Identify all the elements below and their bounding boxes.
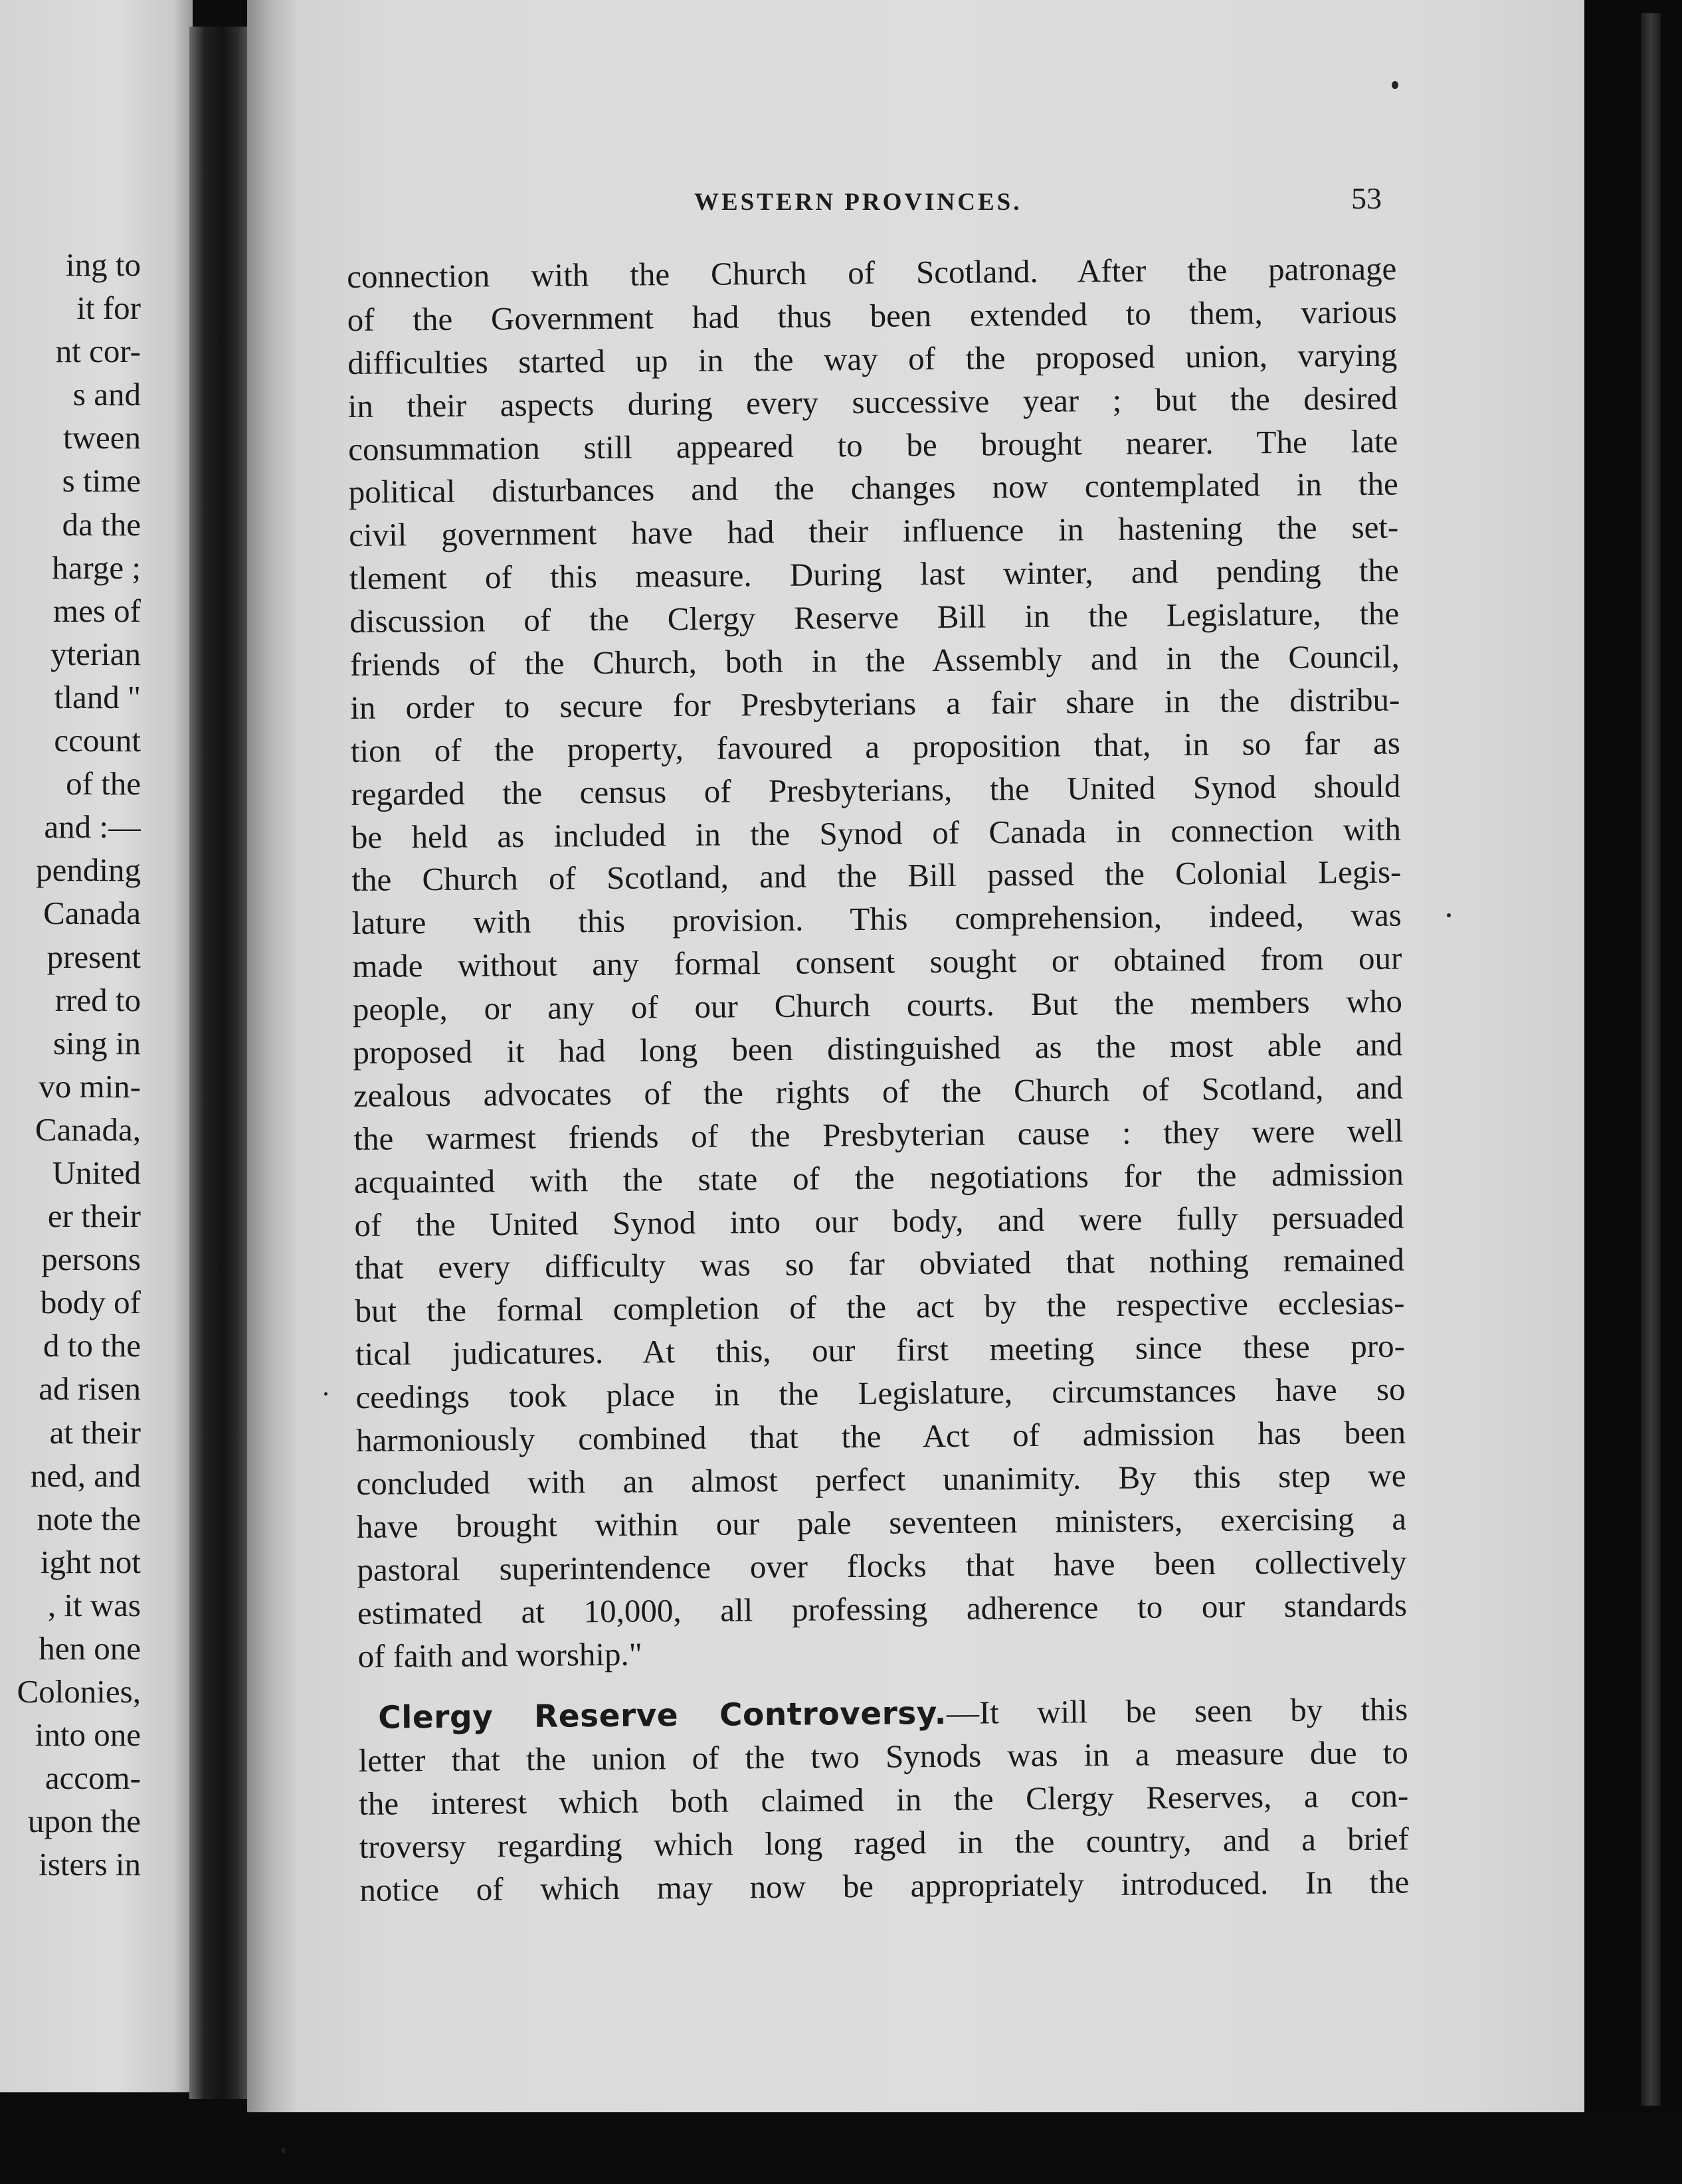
facing-page-line: tland " [54, 678, 141, 715]
facing-page-line: rred to [54, 981, 141, 1018]
paragraph-first-line [358, 1688, 1408, 1740]
text-line: tical judicatures. At this, our first meeting since these pro- [355, 1327, 1406, 1373]
text-line: ceedings took place in the Legislature, circumstances have so [355, 1370, 1406, 1416]
running-head: WESTERN PROVINCES. [694, 189, 1022, 216]
text-line: political disturbances and the changes now contemplated in the [348, 466, 1398, 511]
gutter-shadow [247, 0, 300, 2126]
facing-page-line: ing to [66, 246, 141, 283]
facing-page-line: Colonies, [17, 1673, 141, 1710]
section-heading: Clergy Reserve Controversy. [378, 1695, 947, 1737]
text-line: discussion of the Clergy Reserve Bill in the Legislature, the [349, 594, 1400, 640]
text-line: that every difficulty was so far obviated that nothing remained [354, 1241, 1405, 1287]
book-gutter [189, 27, 249, 2099]
facing-page-line: yterian [50, 635, 141, 672]
page-number: 53 [1351, 181, 1382, 215]
facing-page-line: isters in [39, 1846, 141, 1883]
facing-page-line: persons [41, 1241, 141, 1278]
text-line: tlement of this measure. During last winter, and pending the [349, 551, 1399, 597]
facing-page-line: nt cor- [55, 333, 141, 370]
facing-page-left [0, 0, 193, 2092]
page-stack-edge [1641, 13, 1661, 2106]
text-line: connection with the Church of Scotland. After the patronage [347, 250, 1397, 295]
facing-page-line: body of [40, 1284, 141, 1321]
ink-speck [1392, 81, 1398, 89]
facing-page-line: ccount [54, 722, 141, 759]
text-line: the warmest friends of the Presbyterian cause : they were well [353, 1112, 1404, 1157]
text-line: the interest which both claimed in the Clergy Reserves, a con- [359, 1777, 1409, 1823]
text-line: people, or any of our Church courts. But the members who [352, 982, 1403, 1028]
ink-speck [324, 1392, 327, 1396]
paragraph-quoted-letter [347, 248, 1408, 1679]
facing-page-line: sing in [52, 1024, 141, 1061]
text-line: friends of the Church, both in the Assembly and in the Council, [349, 638, 1400, 683]
facing-page-line: ad risen [39, 1370, 141, 1408]
facing-page-line: into one [35, 1716, 141, 1754]
text-line: letter that the union of the two Synods was in a measure due to [358, 1734, 1408, 1779]
facing-page-line: s time [62, 462, 141, 500]
facing-page-line: d to the [43, 1327, 141, 1364]
facing-page-line: present [47, 938, 141, 975]
facing-page-line: note the [37, 1500, 141, 1537]
facing-page-line: mes of [53, 592, 141, 629]
text-line: difficulties started up in the way of the proposed union, varying [347, 336, 1398, 381]
text-line: pastoral superintendence over flocks that have been collectively [357, 1543, 1407, 1588]
text-line: in their aspects during every successive year ; but the desired [347, 379, 1398, 424]
text-line: notice of which may now be appropriately introduced. In the [359, 1863, 1410, 1908]
text-line: lature with this provision. This comprehension, indeed, was [351, 896, 1402, 942]
facing-page-line: upon the [27, 1803, 141, 1840]
text-line: estimated at 10,000, all professing adherence to our standards [357, 1586, 1408, 1631]
facing-page-line: pending [36, 852, 141, 889]
text-line: of faith and worship." [357, 1635, 643, 1675]
text-line: have brought within our pale seventeen ministers, exercising a [356, 1500, 1407, 1545]
facing-page-line: hen one [39, 1630, 141, 1667]
facing-page-line: ned, and [31, 1457, 141, 1494]
text-line: troversy regarding which long raged in the country, and a brief [359, 1820, 1409, 1865]
text-line: of the United Synod into our body, and were fully persuaded [354, 1198, 1404, 1243]
facing-page-line: da the [62, 505, 141, 543]
facing-page-line: s and [72, 376, 141, 413]
facing-page-line: it for [76, 290, 141, 327]
facing-page-line: harge ; [52, 549, 141, 586]
text-line: in order to secure for Presbyterians a fair share in the distribu- [350, 681, 1400, 726]
facing-page-line: Canada [43, 895, 141, 932]
text-line: civil government have had their influence in hastening the set- [349, 508, 1399, 554]
text-line: tion of the property, favoured a proposition that, in so far as [350, 724, 1401, 769]
text-line: harmoniously combined that the Act of admission has been [355, 1413, 1406, 1459]
facing-page-line: and :— [44, 808, 141, 846]
text-line: of the Government had thus been extended to them, various [347, 293, 1397, 338]
text-line: acquainted with the state of the negotiations for the admission [353, 1155, 1404, 1200]
body-text [347, 248, 1410, 1912]
text-line: the Church of Scotland, and the Bill passed the Colonial Legis- [351, 854, 1402, 899]
text-line: consummation still appeared to be brought nearer. The late [348, 422, 1398, 468]
ink-speck [282, 2147, 285, 2153]
text-line: concluded with an almost perfect unanimity. By this step we [356, 1457, 1406, 1502]
facing-page-line: at their [49, 1413, 141, 1451]
text-line: zealous advocates of the rights of the Church of Scotland, and [353, 1069, 1404, 1114]
facing-page-line: accom- [45, 1760, 141, 1797]
bottom-page-edge [0, 2112, 1682, 2184]
facing-page-line: United [52, 1154, 141, 1191]
text-line: be held as included in the Synod of Canada in connection with [351, 810, 1402, 856]
text-line: but the formal completion of the act by the respective ecclesias- [355, 1284, 1405, 1330]
paragraph-clergy-reserve [358, 1688, 1409, 1912]
text-line: regarded the census of Presbyterians, the United Synod should [351, 767, 1401, 812]
facing-page-line: tween [63, 419, 141, 456]
facing-page-line: er their [47, 1198, 141, 1235]
facing-page-line: Canada, [35, 1111, 141, 1148]
facing-page-line: ight not [40, 1543, 141, 1580]
ink-speck [1447, 913, 1451, 917]
right-page-edge [1584, 0, 1682, 2184]
facing-page-line: vo min- [39, 1067, 141, 1105]
paragraph-first-line-text: —It will be seen by this [946, 1690, 1408, 1732]
facing-page-line: of the [66, 765, 141, 802]
facing-page-line: , it was [47, 1586, 141, 1623]
text-line: made without any formal consent sought or obtained from our [352, 939, 1402, 985]
facing-page-text-fragments [0, 243, 141, 1886]
text-line: proposed it had long been distinguished as the most able and [353, 1026, 1403, 1071]
